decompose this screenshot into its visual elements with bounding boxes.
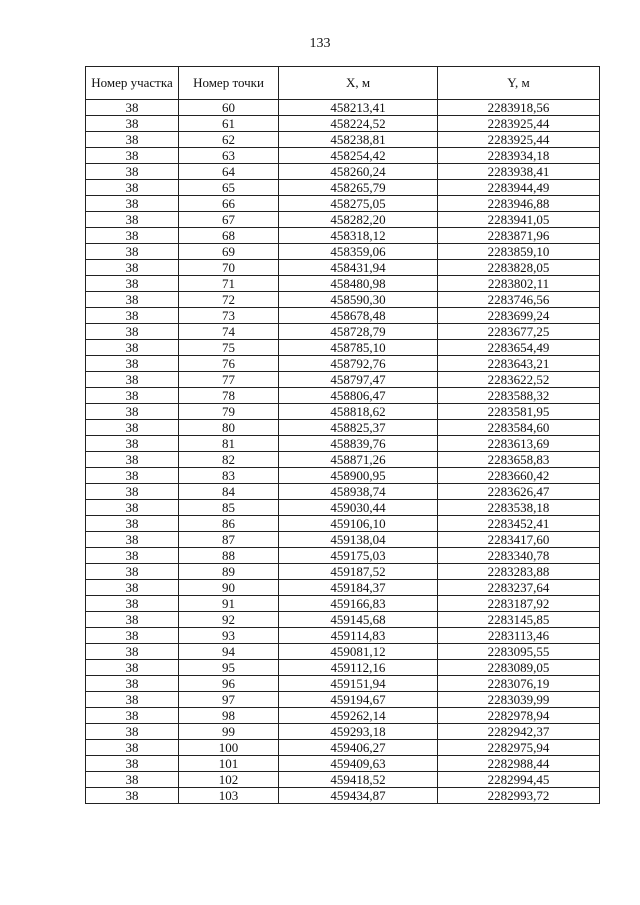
table-row xyxy=(86,212,600,228)
cell-y-coordinate: 2283828,05 xyxy=(438,260,600,276)
cell-x-coordinate: 459114,83 xyxy=(279,628,438,644)
cell-y-coordinate: 2282942,37 xyxy=(438,724,600,740)
table-row xyxy=(86,404,600,420)
cell-point-number: 70 xyxy=(179,260,279,276)
cell-y-coordinate: 2283538,18 xyxy=(438,500,600,516)
cell-x-coordinate: 458238,81 xyxy=(279,132,438,148)
cell-plot-number: 38 xyxy=(86,468,179,484)
cell-point-number: 64 xyxy=(179,164,279,180)
table-row xyxy=(86,468,600,484)
cell-plot-number: 38 xyxy=(86,708,179,724)
cell-x-coordinate: 458213,41 xyxy=(279,100,438,116)
cell-x-coordinate: 458260,24 xyxy=(279,164,438,180)
table-row xyxy=(86,676,600,692)
cell-x-coordinate: 458282,20 xyxy=(279,212,438,228)
cell-plot-number: 38 xyxy=(86,772,179,788)
table-row xyxy=(86,740,600,756)
cell-plot-number: 38 xyxy=(86,788,179,804)
cell-x-coordinate: 459406,27 xyxy=(279,740,438,756)
table-row xyxy=(86,788,600,804)
table-row xyxy=(86,372,600,388)
cell-plot-number: 38 xyxy=(86,276,179,292)
cell-x-coordinate: 458480,98 xyxy=(279,276,438,292)
cell-point-number: 101 xyxy=(179,756,279,772)
cell-plot-number: 38 xyxy=(86,692,179,708)
cell-point-number: 89 xyxy=(179,564,279,580)
cell-y-coordinate: 2283581,95 xyxy=(438,404,600,420)
cell-point-number: 99 xyxy=(179,724,279,740)
cell-point-number: 103 xyxy=(179,788,279,804)
cell-point-number: 74 xyxy=(179,324,279,340)
cell-y-coordinate: 2283934,18 xyxy=(438,148,600,164)
cell-y-coordinate: 2283643,21 xyxy=(438,356,600,372)
cell-plot-number: 38 xyxy=(86,116,179,132)
coordinates-table xyxy=(85,66,600,804)
table-row xyxy=(86,660,600,676)
table-row xyxy=(86,308,600,324)
cell-x-coordinate: 459081,12 xyxy=(279,644,438,660)
cell-plot-number: 38 xyxy=(86,196,179,212)
cell-y-coordinate: 2283237,64 xyxy=(438,580,600,596)
table-row xyxy=(86,340,600,356)
cell-x-coordinate: 458265,79 xyxy=(279,180,438,196)
cell-plot-number: 38 xyxy=(86,260,179,276)
cell-plot-number: 38 xyxy=(86,420,179,436)
cell-plot-number: 38 xyxy=(86,532,179,548)
table-row xyxy=(86,612,600,628)
cell-point-number: 83 xyxy=(179,468,279,484)
cell-point-number: 61 xyxy=(179,116,279,132)
table-row xyxy=(86,628,600,644)
cell-y-coordinate: 2283925,44 xyxy=(438,132,600,148)
cell-plot-number: 38 xyxy=(86,452,179,468)
table-row xyxy=(86,516,600,532)
cell-x-coordinate: 459106,10 xyxy=(279,516,438,532)
cell-y-coordinate: 2283944,49 xyxy=(438,180,600,196)
cell-y-coordinate: 2283613,69 xyxy=(438,436,600,452)
cell-point-number: 63 xyxy=(179,148,279,164)
cell-y-coordinate: 2283095,55 xyxy=(438,644,600,660)
cell-y-coordinate: 2283417,60 xyxy=(438,532,600,548)
cell-plot-number: 38 xyxy=(86,516,179,532)
cell-point-number: 86 xyxy=(179,516,279,532)
cell-x-coordinate: 458938,74 xyxy=(279,484,438,500)
cell-x-coordinate: 459262,14 xyxy=(279,708,438,724)
cell-point-number: 79 xyxy=(179,404,279,420)
cell-y-coordinate: 2283588,32 xyxy=(438,388,600,404)
cell-point-number: 100 xyxy=(179,740,279,756)
cell-point-number: 68 xyxy=(179,228,279,244)
cell-plot-number: 38 xyxy=(86,548,179,564)
table-body xyxy=(86,100,600,804)
table-row xyxy=(86,420,600,436)
cell-y-coordinate: 2283746,56 xyxy=(438,292,600,308)
cell-point-number: 81 xyxy=(179,436,279,452)
cell-point-number: 77 xyxy=(179,372,279,388)
cell-y-coordinate: 2283452,41 xyxy=(438,516,600,532)
cell-plot-number: 38 xyxy=(86,180,179,196)
cell-y-coordinate: 2282978,94 xyxy=(438,708,600,724)
cell-point-number: 75 xyxy=(179,340,279,356)
cell-x-coordinate: 459293,18 xyxy=(279,724,438,740)
cell-point-number: 97 xyxy=(179,692,279,708)
cell-x-coordinate: 458431,94 xyxy=(279,260,438,276)
cell-point-number: 90 xyxy=(179,580,279,596)
cell-point-number: 60 xyxy=(179,100,279,116)
cell-plot-number: 38 xyxy=(86,244,179,260)
cell-x-coordinate: 458818,62 xyxy=(279,404,438,420)
cell-point-number: 87 xyxy=(179,532,279,548)
cell-plot-number: 38 xyxy=(86,308,179,324)
cell-x-coordinate: 459151,94 xyxy=(279,676,438,692)
cell-y-coordinate: 2283622,52 xyxy=(438,372,600,388)
cell-x-coordinate: 459184,37 xyxy=(279,580,438,596)
table-row xyxy=(86,116,600,132)
cell-x-coordinate: 458900,95 xyxy=(279,468,438,484)
cell-point-number: 102 xyxy=(179,772,279,788)
cell-y-coordinate: 2282988,44 xyxy=(438,756,600,772)
table-row xyxy=(86,596,600,612)
cell-y-coordinate: 2283145,85 xyxy=(438,612,600,628)
cell-plot-number: 38 xyxy=(86,580,179,596)
cell-point-number: 88 xyxy=(179,548,279,564)
cell-plot-number: 38 xyxy=(86,100,179,116)
cell-plot-number: 38 xyxy=(86,404,179,420)
table-row xyxy=(86,260,600,276)
cell-y-coordinate: 2283802,11 xyxy=(438,276,600,292)
table-row xyxy=(86,564,600,580)
cell-y-coordinate: 2283283,88 xyxy=(438,564,600,580)
cell-plot-number: 38 xyxy=(86,148,179,164)
cell-x-coordinate: 458318,12 xyxy=(279,228,438,244)
cell-plot-number: 38 xyxy=(86,340,179,356)
cell-plot-number: 38 xyxy=(86,644,179,660)
header-plot-number: Номер участка xyxy=(86,67,179,100)
cell-point-number: 91 xyxy=(179,596,279,612)
cell-x-coordinate: 458678,48 xyxy=(279,308,438,324)
cell-x-coordinate: 459175,03 xyxy=(279,548,438,564)
cell-point-number: 92 xyxy=(179,612,279,628)
table-header-row xyxy=(86,67,600,100)
cell-point-number: 95 xyxy=(179,660,279,676)
cell-plot-number: 38 xyxy=(86,660,179,676)
cell-plot-number: 38 xyxy=(86,164,179,180)
cell-plot-number: 38 xyxy=(86,740,179,756)
header-y-coordinate: Y, м xyxy=(438,67,600,100)
cell-point-number: 96 xyxy=(179,676,279,692)
cell-y-coordinate: 2283946,88 xyxy=(438,196,600,212)
header-x-coordinate: X, м xyxy=(279,67,438,100)
cell-x-coordinate: 459409,63 xyxy=(279,756,438,772)
cell-x-coordinate: 458871,26 xyxy=(279,452,438,468)
cell-y-coordinate: 2283658,83 xyxy=(438,452,600,468)
cell-point-number: 73 xyxy=(179,308,279,324)
cell-x-coordinate: 458792,76 xyxy=(279,356,438,372)
cell-y-coordinate: 2282993,72 xyxy=(438,788,600,804)
table-row xyxy=(86,148,600,164)
cell-point-number: 98 xyxy=(179,708,279,724)
cell-x-coordinate: 459145,68 xyxy=(279,612,438,628)
cell-plot-number: 38 xyxy=(86,564,179,580)
table-row xyxy=(86,580,600,596)
cell-x-coordinate: 458590,30 xyxy=(279,292,438,308)
cell-x-coordinate: 459138,04 xyxy=(279,532,438,548)
header-point-number: Номер точки xyxy=(179,67,279,100)
cell-y-coordinate: 2283941,05 xyxy=(438,212,600,228)
cell-y-coordinate: 2283626,47 xyxy=(438,484,600,500)
table-row xyxy=(86,132,600,148)
cell-y-coordinate: 2283677,25 xyxy=(438,324,600,340)
table-row xyxy=(86,772,600,788)
cell-x-coordinate: 459166,83 xyxy=(279,596,438,612)
table-row xyxy=(86,756,600,772)
table-row xyxy=(86,724,600,740)
cell-plot-number: 38 xyxy=(86,212,179,228)
cell-x-coordinate: 459434,87 xyxy=(279,788,438,804)
cell-point-number: 69 xyxy=(179,244,279,260)
cell-plot-number: 38 xyxy=(86,500,179,516)
cell-plot-number: 38 xyxy=(86,596,179,612)
cell-point-number: 65 xyxy=(179,180,279,196)
cell-point-number: 80 xyxy=(179,420,279,436)
cell-plot-number: 38 xyxy=(86,436,179,452)
cell-point-number: 62 xyxy=(179,132,279,148)
cell-x-coordinate: 458806,47 xyxy=(279,388,438,404)
table-row xyxy=(86,692,600,708)
cell-y-coordinate: 2283654,49 xyxy=(438,340,600,356)
table-row xyxy=(86,452,600,468)
table-row xyxy=(86,100,600,116)
cell-y-coordinate: 2283113,46 xyxy=(438,628,600,644)
cell-y-coordinate: 2283660,42 xyxy=(438,468,600,484)
cell-y-coordinate: 2283871,96 xyxy=(438,228,600,244)
cell-point-number: 94 xyxy=(179,644,279,660)
cell-point-number: 71 xyxy=(179,276,279,292)
cell-x-coordinate: 459418,52 xyxy=(279,772,438,788)
cell-y-coordinate: 2283925,44 xyxy=(438,116,600,132)
cell-y-coordinate: 2283584,60 xyxy=(438,420,600,436)
cell-x-coordinate: 458839,76 xyxy=(279,436,438,452)
table-row xyxy=(86,436,600,452)
table-row xyxy=(86,228,600,244)
cell-y-coordinate: 2282994,45 xyxy=(438,772,600,788)
cell-plot-number: 38 xyxy=(86,388,179,404)
cell-x-coordinate: 458275,05 xyxy=(279,196,438,212)
cell-point-number: 85 xyxy=(179,500,279,516)
cell-x-coordinate: 458359,06 xyxy=(279,244,438,260)
table-row xyxy=(86,532,600,548)
cell-y-coordinate: 2283340,78 xyxy=(438,548,600,564)
table-row xyxy=(86,324,600,340)
table-row xyxy=(86,548,600,564)
page-number: 133 xyxy=(309,36,331,51)
table-row xyxy=(86,292,600,308)
cell-plot-number: 38 xyxy=(86,324,179,340)
table-row xyxy=(86,180,600,196)
cell-plot-number: 38 xyxy=(86,228,179,244)
table-row xyxy=(86,196,600,212)
cell-y-coordinate: 2283076,19 xyxy=(438,676,600,692)
cell-plot-number: 38 xyxy=(86,356,179,372)
table-row xyxy=(86,644,600,660)
cell-y-coordinate: 2283039,99 xyxy=(438,692,600,708)
cell-point-number: 67 xyxy=(179,212,279,228)
cell-plot-number: 38 xyxy=(86,612,179,628)
cell-y-coordinate: 2283187,92 xyxy=(438,596,600,612)
cell-x-coordinate: 458728,79 xyxy=(279,324,438,340)
table-row xyxy=(86,164,600,180)
cell-x-coordinate: 458224,52 xyxy=(279,116,438,132)
cell-y-coordinate: 2283918,56 xyxy=(438,100,600,116)
cell-x-coordinate: 459194,67 xyxy=(279,692,438,708)
table-row xyxy=(86,500,600,516)
table-row xyxy=(86,484,600,500)
cell-plot-number: 38 xyxy=(86,756,179,772)
cell-x-coordinate: 458785,10 xyxy=(279,340,438,356)
cell-x-coordinate: 458254,42 xyxy=(279,148,438,164)
cell-y-coordinate: 2283938,41 xyxy=(438,164,600,180)
cell-point-number: 93 xyxy=(179,628,279,644)
cell-plot-number: 38 xyxy=(86,372,179,388)
cell-y-coordinate: 2283699,24 xyxy=(438,308,600,324)
table-row xyxy=(86,356,600,372)
cell-plot-number: 38 xyxy=(86,628,179,644)
cell-x-coordinate: 459112,16 xyxy=(279,660,438,676)
cell-point-number: 72 xyxy=(179,292,279,308)
cell-x-coordinate: 459187,52 xyxy=(279,564,438,580)
table-row xyxy=(86,244,600,260)
cell-plot-number: 38 xyxy=(86,132,179,148)
cell-plot-number: 38 xyxy=(86,292,179,308)
table-row xyxy=(86,708,600,724)
cell-plot-number: 38 xyxy=(86,724,179,740)
table-row xyxy=(86,276,600,292)
cell-y-coordinate: 2282975,94 xyxy=(438,740,600,756)
cell-point-number: 82 xyxy=(179,452,279,468)
cell-plot-number: 38 xyxy=(86,676,179,692)
cell-x-coordinate: 459030,44 xyxy=(279,500,438,516)
cell-point-number: 76 xyxy=(179,356,279,372)
cell-x-coordinate: 458797,47 xyxy=(279,372,438,388)
cell-point-number: 84 xyxy=(179,484,279,500)
cell-y-coordinate: 2283859,10 xyxy=(438,244,600,260)
cell-x-coordinate: 458825,37 xyxy=(279,420,438,436)
cell-point-number: 66 xyxy=(179,196,279,212)
cell-point-number: 78 xyxy=(179,388,279,404)
cell-y-coordinate: 2283089,05 xyxy=(438,660,600,676)
cell-plot-number: 38 xyxy=(86,484,179,500)
table-row xyxy=(86,388,600,404)
